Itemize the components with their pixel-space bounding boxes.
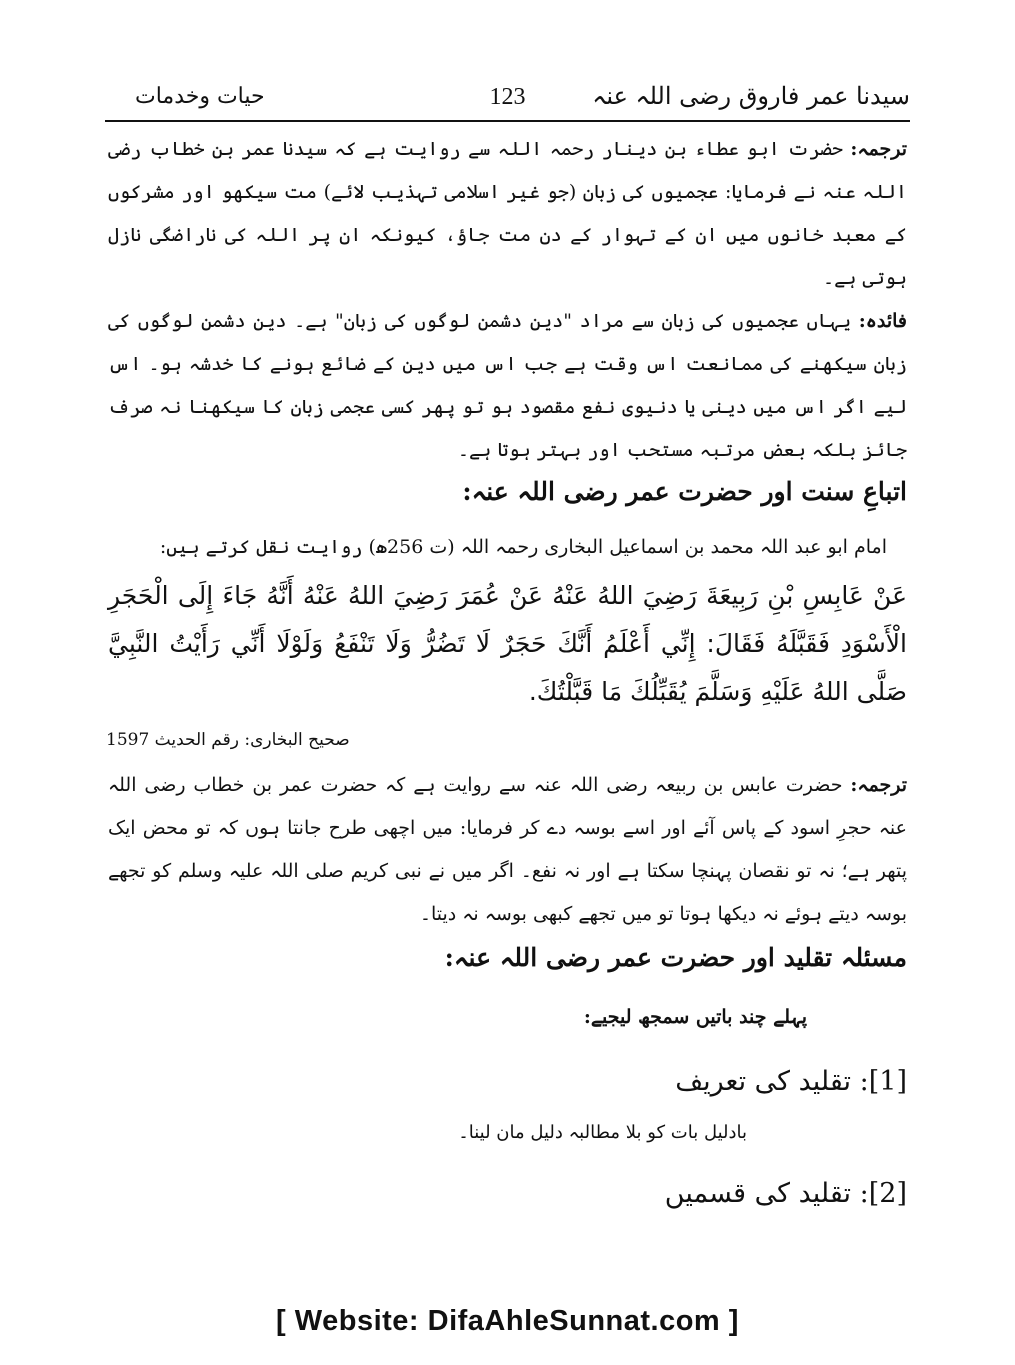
header-divider	[105, 120, 910, 122]
translation-label: ترجمہ:	[850, 774, 908, 796]
benefit-paragraph	[108, 300, 907, 472]
translation-text: حضرت ابو عطاء بن دینار رحمہ اللہ سے روایت ہے کہ سیدنا عمر بن خطاب رضی اللہ عنہ نے فرمایا: عجمیوں کی زبان (جو غیر اسلامی تہذیب لائے) مت سیکھو اور مشرکوں کے معبد خانوں میں ان کے تہوار کے دن مت جاؤ، کیونکہ ان پر اللہ کی ناراضگی نازل ہوتی ہے۔	[108, 138, 907, 289]
hadith-reference: صحیح البخاری: رقم الحدیث 1597	[106, 730, 350, 750]
narration-intro: امام ابو عبد اللہ محمد بن اسماعیل البخاری رحمہ اللہ (ت 256ھ) روایت نقل کرتے ہیں:	[159, 536, 887, 558]
section-heading-sunnah: اتباعِ سنت اور حضرت عمر رضی اللہ عنہ:	[462, 477, 907, 506]
arabic-hadith: عَنْ عَابِسِ بْنِ رَبِيعَةَ رَضِيَ اللهُ عَنْهُ عَنْ عُمَرَ رَضِيَ اللهُ عَنْهُ أَنَّهُ جَاءَ إِلَى الْحَجَرِ الْأَسْوَدِ فَقَبَّلَهُ فَقَالَ: إِنِّي أَعْلَمُ أَنَّكَ حَجَرٌ لَا تَضُرُّ وَلَا تَنْفَعُ وَلَوْلَا أَنِّي رَأَيْتُ النَّبِيَّ صَلَّى اللهُ عَلَيْهِ وَسَلَّمَ يُقَبِّلُكَ مَا قَبَّلْتُكَ.	[108, 581, 907, 706]
definition-text: بادلیل بات کو بلا مطالبہ دلیل مان لینا۔	[458, 1122, 747, 1143]
translation-paragraph-1	[108, 128, 907, 300]
benefit-label: فائدہ:	[858, 310, 907, 332]
section-heading-taqleed: مسئلہ تقلید اور حضرت عمر رضی اللہ عنہ:	[444, 943, 907, 972]
translation-label: ترجمہ:	[850, 138, 907, 160]
translation-paragraph-2	[108, 764, 907, 936]
translation-text: حضرت عابس بن ربیعہ رضی اللہ عنہ سے روایت ہے کہ حضرت عمر بن خطاب رضی اللہ عنہ حجرِ اسود کے پاس آئے اور اسے بوسہ دے کر فرمایا: میں اچھی طرح جانتا ہوں کہ تو محض ایک پتھر ہے؛ نہ تو نقصان پہنچا سکتا ہے اور نہ نفع۔ اگر میں نے نبی کریم صلی اللہ علیہ وسلم کو تجھے بوسہ دیتے ہوئے نہ دیکھا ہوتا تو میں تجھے کبھی بوسہ نہ دیتا۔	[108, 774, 907, 925]
header-section-title: حیات وخدمات	[135, 84, 265, 109]
page-number: 123	[489, 84, 526, 110]
preliminary-note: پہلے چند باتیں سمجھ لیجیے:	[583, 1006, 807, 1028]
header-book-title: سیدنا عمر فاروق رضی اللہ عنہ	[592, 82, 910, 110]
benefit-text: یہاں عجمیوں کی زبان سے مراد "دین دشمن لوگوں کی زبان" ہے۔ دین دشمن لوگوں کی زبان سیکھنے کی ممانعت اس وقت ہے جب اس میں دین کے ضائع ہونے کا خدشہ ہو۔ اس لیے اگر اس میں دینی یا دنیوی نفع مقصود ہو تو پھر کسی عجمی زبان کا سیکھنا نہ صرف جائز بلکہ بعض مرتبہ مستحب اور بہتر ہوتا ہے۔	[108, 310, 907, 461]
page-header	[105, 82, 910, 118]
subheading-definition: [1]: تقلید کی تعریف	[675, 1066, 907, 1097]
website-footer: [ Website: DifaAhleSunnat.com ]	[276, 1305, 739, 1337]
subheading-types: [2]: تقلید کی قسمیں	[664, 1178, 907, 1209]
